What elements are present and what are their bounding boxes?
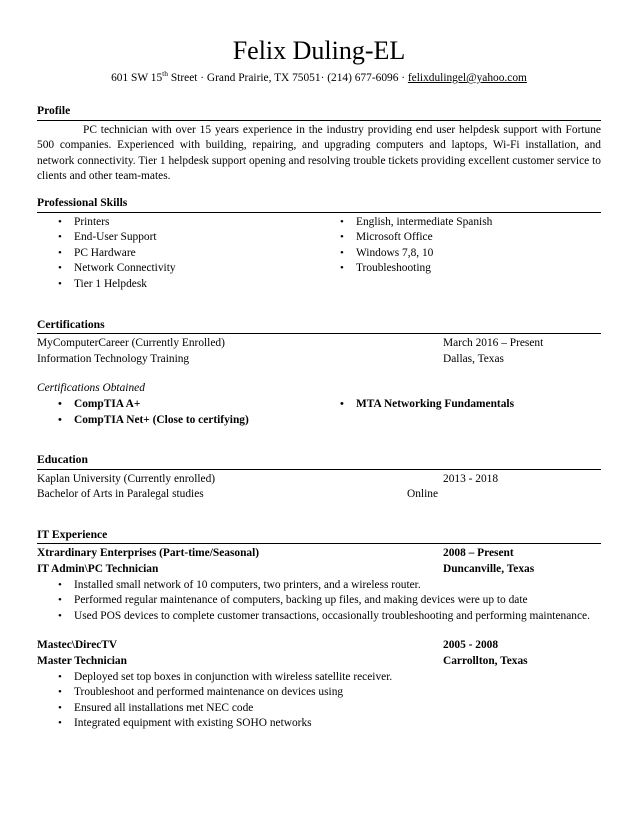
job-bullet: • Used POS devices to complete customer transactions, occasionally troubleshooting and performing maintenance. [37, 609, 601, 625]
cert-location: Dallas, Texas [443, 352, 504, 365]
experience-heading: IT Experience [37, 527, 601, 545]
education-heading: Education [37, 452, 601, 470]
job-bullet: • Performed regular maintenance of computers, backing up files, and making devices were up to date [37, 593, 601, 609]
job-bullet: • Integrated equipment with existing SOHO networks [37, 716, 601, 732]
cert-org: MyComputerCareer (Currently Enrolled) [37, 337, 225, 350]
certifications-heading: Certifications [37, 317, 601, 335]
address-rest: Street · Grand Prairie, TX 75051· (214) 677-6096 · [168, 72, 408, 84]
job-location: Duncanville, Texas [443, 563, 535, 576]
job-role: Master Technician [37, 655, 127, 668]
cert-program: Information Technology Training [37, 352, 190, 365]
job-bullet: • Deployed set top boxes in conjunction with wireless satellite receiver. [37, 670, 601, 686]
profile-summary: PC technician with over 15 years experience in the industry providing end user helpdesk support with Fortune 500 companies. Experienced with building, repairing, and upgrading computers and laptops, Wi-Fi installation, and network connectivity. Tier 1 helpdesk support opening and resolving trouble tickets providing excellent customer service to clients and other team-mates. [37, 123, 601, 183]
job-dates: 2008 – Present [443, 547, 514, 560]
skill-item: • Network Connectivity [37, 261, 319, 277]
edu-degree: Bachelor of Arts in Paralegal studies [37, 488, 204, 501]
job-location: Carrollton, Texas [443, 655, 528, 668]
skill-item: • PC Hardware [37, 246, 319, 262]
skill-item: • Microsoft Office [319, 230, 601, 246]
profile-heading: Profile [37, 103, 601, 121]
edu-years: 2013 - 2018 [443, 472, 499, 485]
contact-line [37, 70, 601, 86]
resume-name: Felix Duling-EL [232, 36, 406, 65]
job-dates: 2005 - 2008 [443, 639, 499, 652]
job-bullet: • Ensured all installations met NEC code [37, 701, 601, 717]
job-entry [37, 546, 601, 624]
email-link[interactable]: felixdulingel@yahoo.com [407, 72, 527, 84]
edu-school: Kaplan University (Currently enrolled) [37, 472, 216, 485]
job-role: IT Admin\PC Technician [37, 563, 159, 576]
cert-obtained-label: Certifications Obtained [37, 382, 145, 395]
job-bullet: • Installed small network of 10 computers, two printers, and a wireless router. [37, 578, 601, 594]
skill-item: • End-User Support [37, 230, 319, 246]
skill-item: • Windows 7,8, 10 [319, 246, 601, 262]
skill-item: • Tier 1 Helpdesk [37, 277, 319, 293]
skills-columns [37, 215, 601, 293]
job-entry [37, 638, 601, 732]
skill-item: • Troubleshooting [319, 261, 601, 277]
skills-heading: Professional Skills [37, 195, 601, 213]
job-bullets [37, 670, 601, 732]
skill-item: • English, intermediate Spanish [319, 215, 601, 231]
job-company: Xtrardinary Enterprises (Part-time/Seasonal) [37, 547, 260, 560]
job-bullet: • Troubleshoot and performed maintenance on devices using [37, 685, 601, 701]
cert-item: • CompTIA A+ [37, 397, 319, 413]
cert-item: • MTA Networking Fundamentals [319, 397, 601, 413]
cert-date: March 2016 – Present [443, 337, 544, 350]
job-bullets [37, 578, 601, 625]
edu-mode: Online [407, 488, 439, 501]
cert-item: • CompTIA Net+ (Close to certifying) [37, 413, 319, 429]
job-company: Mastec\DirecTV [37, 639, 118, 652]
skills-list-left [37, 215, 319, 293]
cert-obtained-columns [37, 397, 601, 428]
address-text: 601 SW 15 [111, 72, 163, 84]
skill-item: • Printers [37, 215, 319, 231]
resume-page [37, 36, 601, 732]
skills-list-right [319, 215, 601, 277]
address-ordinal: th [162, 69, 168, 79]
